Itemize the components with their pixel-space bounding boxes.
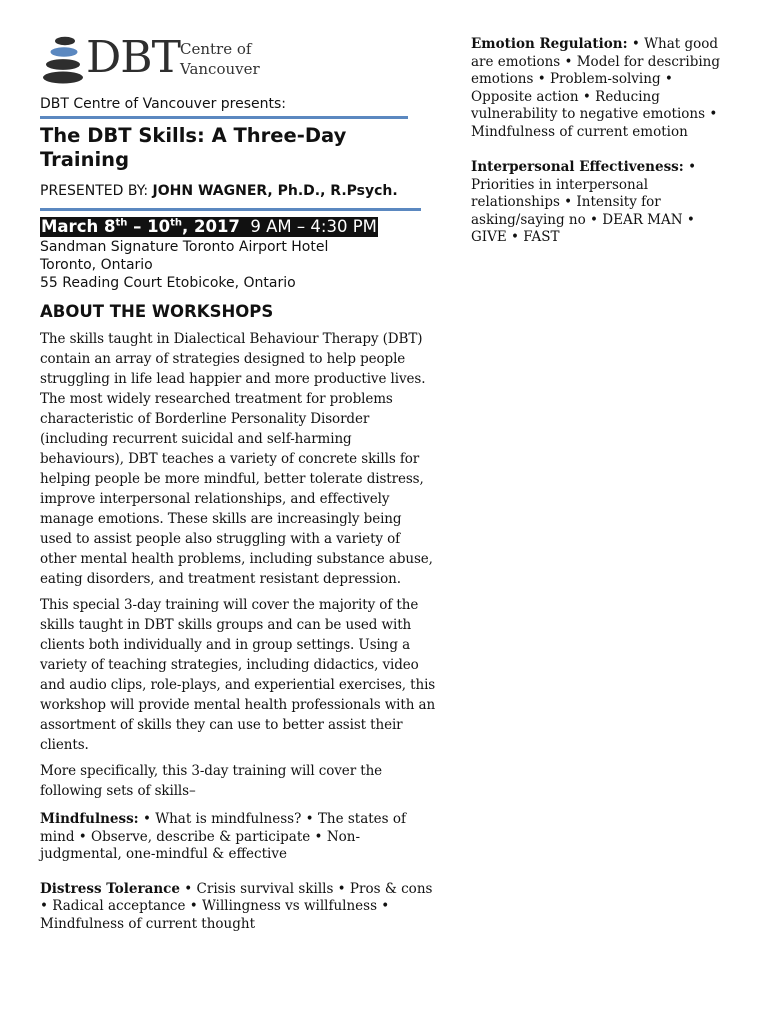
skill-text: • Priorities in interpersonal relationships • Intensity for asking/saying no • DEAR MAN • GIVE • FAST: [471, 159, 697, 245]
venue-line-2: Toronto, Ontario: [40, 257, 153, 273]
logo-line-2: Vancouver: [180, 60, 260, 78]
skill-label: Distress Tolerance: [40, 880, 180, 897]
skill-distress-tolerance: [40, 881, 436, 934]
divider: [40, 208, 421, 211]
date-start: March 8: [41, 217, 116, 236]
skill-mindfulness: [40, 811, 436, 864]
venue-address: [40, 238, 436, 292]
date-year: , 2017: [181, 217, 240, 236]
skill-label: Mindfulness:: [40, 811, 139, 827]
presenter-prefix: PRESENTED BY:: [40, 183, 153, 199]
skill-emotion-regulation: [471, 36, 733, 141]
logo-wordmark: DBT: [86, 32, 180, 83]
skill-text: • What is mindfulness? • The states of mind • Observe, describe & participate • Non-judgmental, one-mindful & effective: [40, 811, 407, 862]
logo-line-1: Centre of: [180, 40, 252, 58]
skill-text: • What good are emotions • Model for describing emotions • Problem-solving • Opposite action • Reducing vulnerability to negative emotions • Mindfulness of current emotion: [471, 36, 720, 140]
date-start-suffix: th: [115, 217, 128, 229]
right-column: [471, 36, 733, 247]
presents-line: DBT Centre of Vancouver presents:: [40, 96, 287, 112]
left-column: [40, 32, 436, 933]
presenter-name: JOHN WAGNER, Ph.D., R.Psych.: [152, 183, 398, 199]
page-title: The DBT Skills: A Three-Day Training: [40, 124, 347, 171]
date-end: – 10: [127, 217, 171, 236]
about-paragraph-3: More specifically, this 3-day training will cover the following sets of skills–: [40, 763, 383, 799]
about-paragraph-1: The skills taught in Dialectical Behaviour Therapy (DBT) contain an array of strategies designed to help people struggling in life lead happier and more productive lives. The most widely researched treatment for problems characteristic of Borderline Personality Disorder (including recurrent suicidal and self-harming behaviours), DBT teaches a variety of concrete skills for helping people be more mindful, better tolerate distress, improve interpersonal relationships, and effectively manage emotions. These skills are increasingly being used to assist people also struggling with a variety of other mental health problems, including substance abuse, eating disorders, and treatment resistant depression.: [40, 331, 433, 587]
event-date-time: [40, 217, 378, 237]
about-heading: ABOUT THE WORKSHOPS: [40, 302, 274, 321]
logo-subtitle: [180, 39, 260, 79]
skill-label: Interpersonal Effectiveness:: [471, 159, 684, 175]
skill-text: • Crisis survival skills • Pros & cons • Radical acceptance • Willingness vs willfulness • Mindfulness of current thought: [40, 880, 433, 932]
venue-line-1: Sandman Signature Toronto Airport Hotel: [40, 239, 329, 255]
presenter-line: [40, 182, 436, 200]
about-paragraph-2: This special 3-day training will cover the majority of the skills taught in DBT skills groups and can be used with clients both individually and in group settings. Using a variety of teaching strategies, including didactics, video and audio clips, role-plays, and experiential exercises, this workshop will provide mental health professionals with an assortment of skills they can use to better assist their clients.: [40, 597, 436, 753]
venue-line-3: 55 Reading Court Etobicoke, Ontario: [40, 275, 296, 291]
event-time: 9 AM – 4:30 PM: [250, 217, 377, 236]
skill-label: Emotion Regulation:: [471, 36, 628, 52]
dbt-centre-logo: [40, 32, 436, 90]
divider: [40, 116, 408, 119]
skill-interpersonal-effectiveness: [471, 159, 733, 247]
stacked-stones-icon: [42, 36, 84, 84]
date-end-suffix: th: [170, 217, 182, 229]
